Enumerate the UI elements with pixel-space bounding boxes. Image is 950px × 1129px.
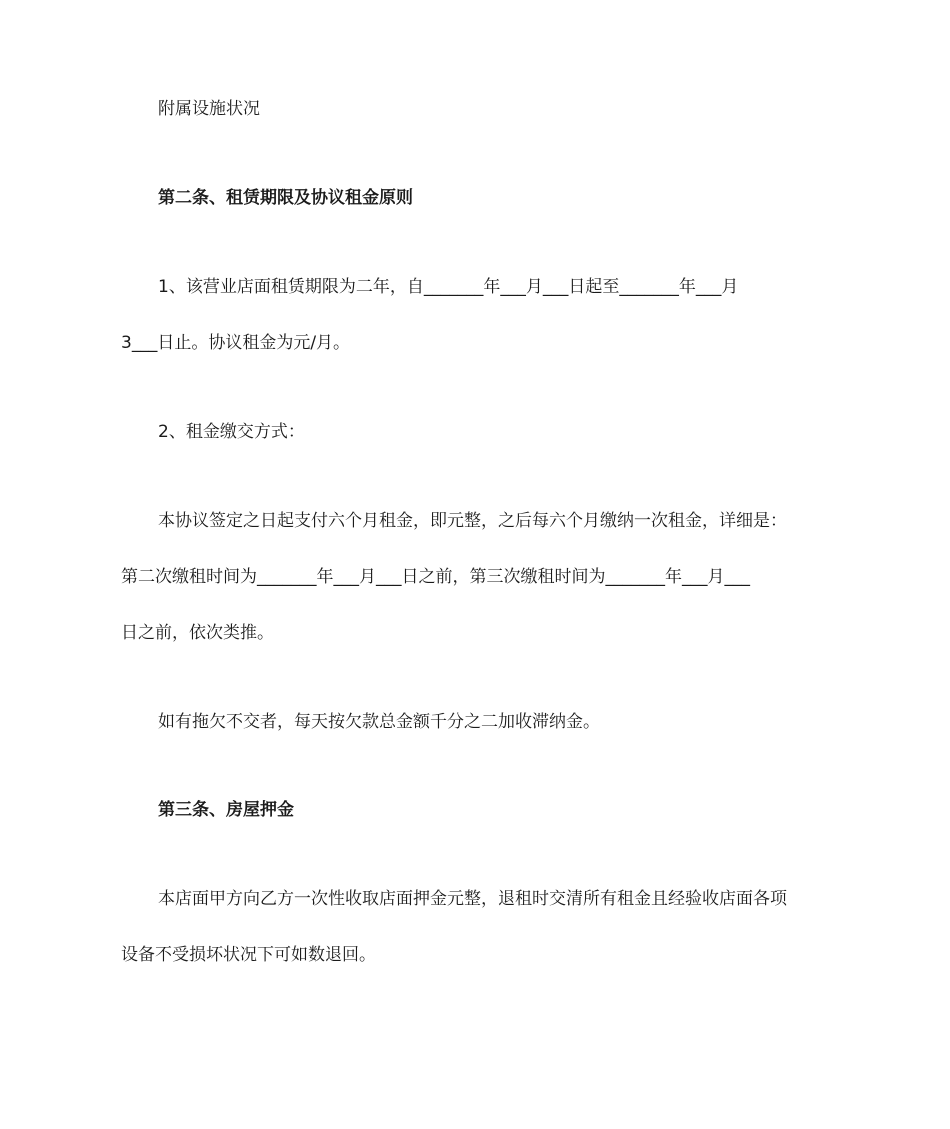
payment-line-2: 第二次缴租时间为_______年___月___日之前，第三次缴租时间为_______年___月___: [121, 567, 750, 587]
article-3-heading: 第三条、房屋押金: [158, 800, 294, 820]
deposit-line-1: 本店面甲方向乙方一次性收取店面押金元整，退租时交清所有租金且经验收店面各项: [158, 889, 787, 909]
clause-2-heading: 2、租金缴交方式：: [158, 422, 305, 442]
late-fee-line: 如有拖欠不交者，每天按欠款总金额千分之二加收滞纳金。: [158, 712, 600, 732]
facilities-line: 附属设施状况: [158, 99, 260, 119]
article-2-heading: 第二条、租赁期限及协议租金原则: [158, 188, 413, 208]
clause-1-line-2: 3___日止。协议租金为元/月。: [121, 333, 351, 353]
payment-line-3: 日之前，依次类推。: [121, 623, 274, 643]
payment-line-1: 本协议签定之日起支付六个月租金，即元整，之后每六个月缴纳一次租金，详细是：: [158, 511, 787, 531]
clause-1-line-1: 1、该营业店面租赁期限为二年，自_______年___月___日起至_______年___月: [158, 277, 739, 297]
deposit-line-2: 设备不受损坏状况下可如数退回。: [121, 945, 376, 965]
